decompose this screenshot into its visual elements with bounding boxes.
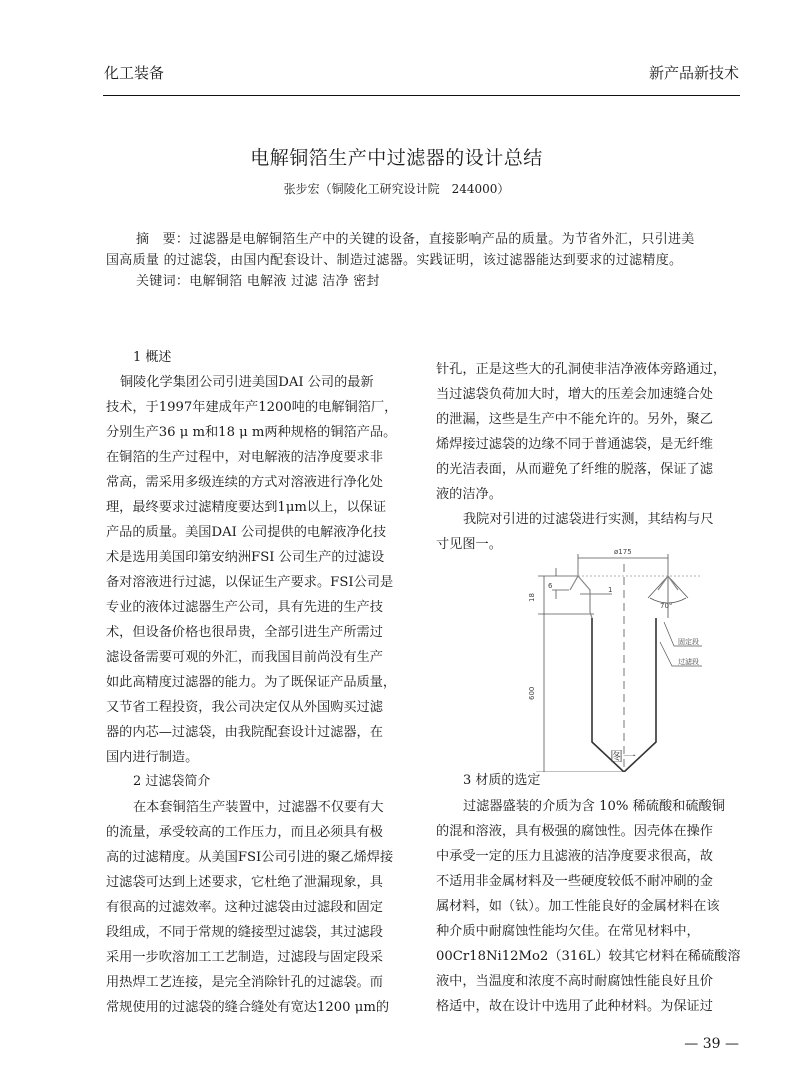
- paragraph-line: 常高，需采用多级连续的方式对溶液进行净化处: [106, 475, 383, 490]
- journal-name: 化工装备: [104, 64, 165, 82]
- dim-diameter: ø175: [614, 548, 632, 556]
- article-author: 张步宏（铜陵化工研究设计院 244000）: [283, 182, 510, 196]
- paragraph-line: 在本套铜箔生产装置中，过滤器不仅要有大: [133, 800, 384, 815]
- paragraph-line: 属材料，如（钛）。加工性能良好的金属材料在该: [436, 899, 720, 914]
- left-column: [106, 346, 416, 1036]
- paragraph-line: 在铜箔的生产过程中，对电解液的洁净度要求非: [106, 450, 383, 465]
- article-title: 电解铜箔生产中过滤器的设计总结: [250, 147, 543, 169]
- paragraph-line: 的混和溶液，具有极强的腐蚀性。因壳体在操作: [436, 824, 713, 839]
- paragraph-line: 术，但设备价格也很昂贵，全部引进生产所需过: [106, 625, 383, 640]
- dim-lip: 6: [548, 582, 553, 590]
- paragraph-line: 高的过滤精度。从美国FSI公司引进的聚乙烯焊接: [106, 850, 394, 865]
- paragraph-line: 分别生产36 μ m和18 μ m两种规格的铜箔产品。: [106, 425, 397, 440]
- paragraph-line: 采用一步吹溶加工工艺制造，过滤段与固定段采: [106, 950, 383, 965]
- paragraph-line: 理，最终要求过滤精度要达到1μm以上，以保证: [106, 500, 387, 515]
- paragraph-line: 段组成，不同于常规的缝接型过滤袋，其过滤段: [106, 925, 383, 940]
- paragraph-line: 国内进行制造。: [106, 750, 199, 765]
- paragraph-line: 过滤器盛装的介质为含 10% 稀硫酸和硫酸铜: [463, 799, 725, 814]
- dim-angle: 70°: [660, 602, 673, 610]
- paragraph-line: 中承受一定的压力且滤液的洁净度要求很高，故: [436, 849, 713, 864]
- paragraph-line: 格适中，故在设计中选用了此种材料。为保证过: [436, 999, 713, 1014]
- paragraph-line: 专业的液体过滤器生产公司，具有先进的生产技: [106, 600, 383, 615]
- paragraph-line: 器的内芯—过滤袋，由我院配套设计过滤器，在: [106, 725, 383, 740]
- paragraph-line: 有很高的过滤效率。这种过滤袋由过滤段和固定: [106, 900, 383, 915]
- paragraph-line: 针孔，正是这些大的孔洞使非洁净液体旁路通过，: [436, 362, 727, 377]
- paragraph-line: 我院对引进的过滤袋进行实测，其结构与尺: [463, 512, 714, 527]
- paragraph-line: 铜陵化学集团公司引进美国DAI 公司的最新: [120, 375, 374, 390]
- paragraph-line: 常规使用的过滤袋的缝合缝处有宽达1200 μm的: [106, 1000, 390, 1015]
- paragraph-line: 当过滤袋负荷加大时，增大的压差会加速缝合处: [436, 387, 713, 402]
- paragraph-line: 的泄漏，这些是生产中不能允许的。另外，聚乙: [436, 412, 713, 427]
- paragraph-line: 过滤袋可达到上述要求，它杜绝了泄漏现象，具: [106, 875, 383, 890]
- figure-filter-bag: [522, 542, 722, 772]
- paragraph-line: 如此高精度过滤器的能力。为了既保证产品质量，: [106, 675, 397, 690]
- paragraph-line: 的流量，承受较高的工作压力，而且必须具有极: [106, 825, 383, 840]
- header-rule: [103, 95, 740, 96]
- figure-caption: 图一: [610, 750, 637, 765]
- paragraph-line: 烯焊接过滤袋的边缘不同于普通滤袋，是无纤维: [436, 437, 713, 452]
- abstract-line: 国高质量 的过滤袋，由国内配套设计、制造过滤器。实践证明，该过滤器能达到要求的过滤精度。: [106, 253, 683, 268]
- paragraph-line: 术是选用美国印第安纳洲FSI 公司生产的过滤设: [106, 550, 385, 565]
- dim-height: 600: [528, 686, 536, 700]
- keywords: 关键词：电解铜箔 电解液 过滤 洁净 密封: [136, 274, 380, 289]
- paragraph-line: 备对溶液进行过滤，以保证生产要求。FSI公司是: [106, 575, 394, 590]
- paragraph-line: 不适用非金属材料及一些硬度较低不耐冲刷的金: [436, 874, 713, 889]
- filter-bag-drawing: [522, 542, 722, 772]
- dim-thickness: 1: [608, 586, 613, 594]
- section-heading-3: 3 材质的选定: [463, 773, 541, 788]
- section-heading-2: 2 过滤袋简介: [133, 774, 211, 789]
- paragraph-line: 液中，当温度和浓度不高时耐腐蚀性能良好且价: [436, 974, 713, 989]
- label-filter-section: 过滤段: [678, 658, 699, 666]
- paragraph-line: 的光洁表面，从而避免了纤维的脱落，保证了滤: [436, 462, 713, 477]
- paragraph-line: 用热焊工艺连接，是完全消除针孔的过滤袋。而: [106, 975, 383, 990]
- page-number: — 39 —: [684, 1036, 739, 1052]
- paragraph-line: 技术，于1997年建成年产1200吨的电解铜箔厂，: [106, 400, 398, 415]
- paragraph-line: 产品的质量。美国DAI 公司提供的电解液净化技: [106, 525, 387, 540]
- paragraph-line: 液的洁净。: [436, 487, 502, 502]
- paragraph-line: 滤设备需要可观的外汇，而我国目前尚没有生产: [106, 650, 383, 665]
- paragraph-line: 种介质中耐腐蚀性能均欠佳。在常见材料中，: [436, 924, 700, 939]
- section-name: 新产品新技术: [648, 64, 739, 82]
- paragraph-line: 寸见图一。: [436, 537, 502, 552]
- paragraph-line: 又节省工程投资，我公司决定仅从外国购买过滤: [106, 700, 383, 715]
- label-fixed-section: 固定段: [678, 638, 699, 646]
- dim-top: 18: [528, 593, 536, 602]
- abstract-line: 摘 要：过滤器是电解铜箔生产中的关键的设备，直接影响产品的质量。为节省外汇，只引进美: [136, 232, 695, 247]
- paragraph-line: 00Cr18Ni12Mo2（316L）较其它材料在稀硫酸溶: [436, 949, 741, 964]
- section-heading-1: 1 概述: [133, 350, 172, 365]
